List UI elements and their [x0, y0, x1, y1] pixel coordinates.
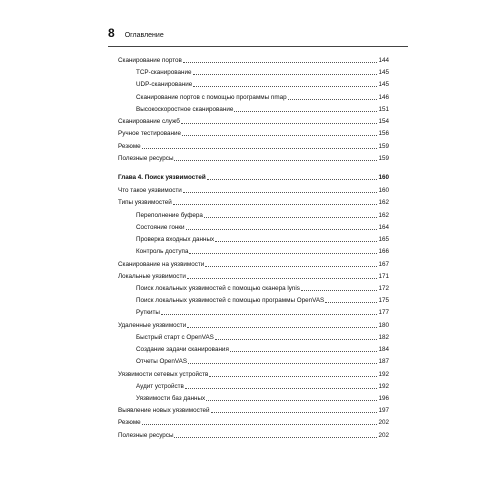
- toc-entry-page: 177: [378, 309, 389, 317]
- toc-entry-page: 202: [378, 419, 389, 427]
- toc-entry: [118, 126, 389, 138]
- dot-leader: [325, 302, 377, 303]
- toc-entry: [136, 208, 389, 220]
- toc-entry: [136, 232, 389, 244]
- dot-leader: [173, 204, 378, 205]
- toc-entry-page: 146: [378, 93, 389, 101]
- dot-leader: [215, 339, 378, 340]
- dot-leader: [211, 412, 378, 413]
- toc-entry-page: 165: [378, 236, 389, 244]
- toc-entry-title: Сканирование служб: [118, 118, 180, 126]
- toc-entry: [136, 342, 389, 354]
- toc-entry-title: Уязвимости баз данных: [136, 394, 206, 402]
- toc-entry-page: 184: [378, 346, 389, 354]
- toc-entry: [118, 53, 389, 65]
- dot-leader: [301, 290, 378, 291]
- toc-entry-title: Руткиты: [136, 309, 160, 317]
- toc-entry-page: 154: [378, 118, 389, 126]
- toc-entry: [136, 244, 389, 256]
- toc-entry-title: Переполнение буфера: [136, 211, 203, 219]
- toc-entry-title: Полезные ресурсы: [118, 154, 174, 162]
- toc-entry: [136, 281, 389, 293]
- dot-leader: [186, 229, 378, 230]
- toc-entry-page: 145: [378, 69, 389, 77]
- dot-leader: [205, 266, 377, 267]
- dot-leader: [142, 424, 378, 425]
- dot-leader: [209, 376, 377, 377]
- dot-leader: [183, 192, 378, 193]
- toc-entry-page: 160: [378, 187, 389, 195]
- toc-entry-title: Сканирование на уязвимости: [118, 260, 205, 268]
- toc-entry: [136, 220, 389, 232]
- toc-entry: [118, 151, 389, 163]
- toc-entry-page: 164: [378, 223, 389, 231]
- toc-chapter: [118, 170, 389, 182]
- dot-leader: [193, 86, 377, 87]
- toc-entry-page: 172: [378, 284, 389, 292]
- dot-leader: [183, 62, 378, 63]
- toc-entry-title: Выявление новых уязвимостей: [118, 407, 210, 415]
- dot-leader: [181, 123, 378, 124]
- toc-entry-title: Уязвимости сетевых устройств: [118, 370, 209, 378]
- toc-entry-title: TCP-сканирование: [136, 69, 192, 77]
- dot-leader: [142, 148, 378, 149]
- dot-leader: [187, 327, 377, 328]
- toc-entry-title: UDP-сканирование: [136, 81, 193, 89]
- toc-entry: [118, 415, 389, 427]
- toc-entry-page: 180: [378, 321, 389, 329]
- toc-entry-page: 145: [378, 81, 389, 89]
- toc-entry: [118, 318, 389, 330]
- toc-entry: [118, 257, 389, 269]
- toc-entry: [118, 403, 389, 415]
- dot-leader: [174, 160, 377, 161]
- dot-leader: [230, 351, 378, 352]
- toc-entry-title: Быстрый старт с OpenVAS: [136, 333, 214, 341]
- toc-entry-title: Поиск локальных уязвимостей с помощью программы OpenVAS: [136, 297, 325, 305]
- toc-entry-page: 162: [378, 211, 389, 219]
- toc-entry-page: 192: [378, 370, 389, 378]
- dot-leader: [204, 217, 378, 218]
- page-number: 8: [108, 26, 115, 40]
- dot-leader: [187, 278, 378, 279]
- toc-entry-title: Сканирование портов с помощью программы nmap: [136, 93, 287, 101]
- toc-entry-title: Аудит устройств: [136, 382, 184, 390]
- toc-entry-title: Отчеты OpenVAS: [136, 358, 188, 366]
- dot-leader: [188, 363, 377, 364]
- toc-entry-title: Создание задачи сканирования: [136, 346, 229, 354]
- toc-entry-title: Глава 4. Поиск уязвимостей: [118, 173, 206, 181]
- toc-entry-page: 171: [378, 272, 389, 280]
- toc-entry: [136, 391, 389, 403]
- dot-leader: [193, 74, 378, 75]
- header-rule: [108, 46, 408, 47]
- dot-leader: [206, 400, 377, 401]
- toc-entry-page: 197: [378, 407, 389, 415]
- toc-entry: [118, 139, 389, 151]
- dot-leader: [174, 437, 377, 438]
- toc-entry-page: 167: [378, 260, 389, 268]
- toc-entry: [136, 379, 389, 391]
- toc-entry-page: 159: [378, 142, 389, 150]
- toc-entry-title: Высокоскоростное сканирование: [136, 105, 234, 113]
- toc-entry: [136, 77, 389, 89]
- toc-entry: [118, 367, 389, 379]
- dot-leader: [189, 253, 377, 254]
- toc-entry-title: Ручное тестирование: [118, 130, 182, 138]
- dot-leader: [182, 135, 377, 136]
- toc-entry-title: Резюме: [118, 419, 141, 427]
- toc-entry: [118, 269, 389, 281]
- toc-entry-page: 196: [378, 394, 389, 402]
- toc-entry-title: Что такое уязвимости: [118, 187, 182, 195]
- toc-entry-page: 159: [378, 154, 389, 162]
- dot-leader: [288, 99, 378, 100]
- toc-entry-page: 187: [378, 358, 389, 366]
- toc-entry: [136, 305, 389, 317]
- toc-entry-page: 202: [378, 431, 389, 439]
- dot-leader: [161, 314, 378, 315]
- toc-entry: [136, 354, 389, 366]
- toc-entry-title: Полезные ресурсы: [118, 431, 174, 439]
- running-head: [108, 26, 164, 42]
- toc-entry: [136, 330, 389, 342]
- toc-entry-page: 182: [378, 333, 389, 341]
- dot-leader: [185, 388, 378, 389]
- toc-entry-page: 144: [378, 57, 389, 64]
- toc-entry-page: 175: [378, 297, 389, 305]
- toc-entry: [136, 293, 389, 305]
- toc-entry-page: 160: [378, 173, 389, 181]
- toc-entry-page: 162: [378, 199, 389, 207]
- dot-leader: [215, 241, 377, 242]
- toc-entry: [118, 114, 389, 126]
- dot-leader: [207, 179, 378, 180]
- toc-entry-title: Состояние гонки: [136, 223, 185, 231]
- toc-entry: [118, 195, 389, 207]
- toc-entry: [136, 90, 389, 102]
- running-title: Оглавление: [124, 32, 164, 39]
- toc-entry-title: Удаленные уязвимости: [118, 321, 187, 329]
- toc-entry-page: 192: [378, 382, 389, 390]
- toc-entry-title: Сканирование портов: [118, 57, 182, 64]
- toc-entry-title: Поиск локальных уязвимостей с помощью сканера lynis: [136, 284, 300, 292]
- toc-entry-page: 166: [378, 248, 389, 256]
- toc-entry-title: Типы уязвимостей: [118, 199, 172, 207]
- toc-entry: [136, 102, 389, 114]
- toc-entry-title: Контроль доступа: [136, 248, 189, 256]
- toc-entry-title: Резюме: [118, 142, 141, 150]
- toc-entry-page: 156: [378, 130, 389, 138]
- toc-entry: [136, 65, 389, 77]
- toc-entry-title: Локальные уязвимости: [118, 272, 186, 280]
- toc-entry: [118, 428, 389, 440]
- dot-leader: [234, 111, 377, 112]
- toc-entry-title: Проверка входных данных: [136, 236, 215, 244]
- toc-entry: [118, 183, 389, 195]
- toc-entry-page: 151: [378, 105, 389, 113]
